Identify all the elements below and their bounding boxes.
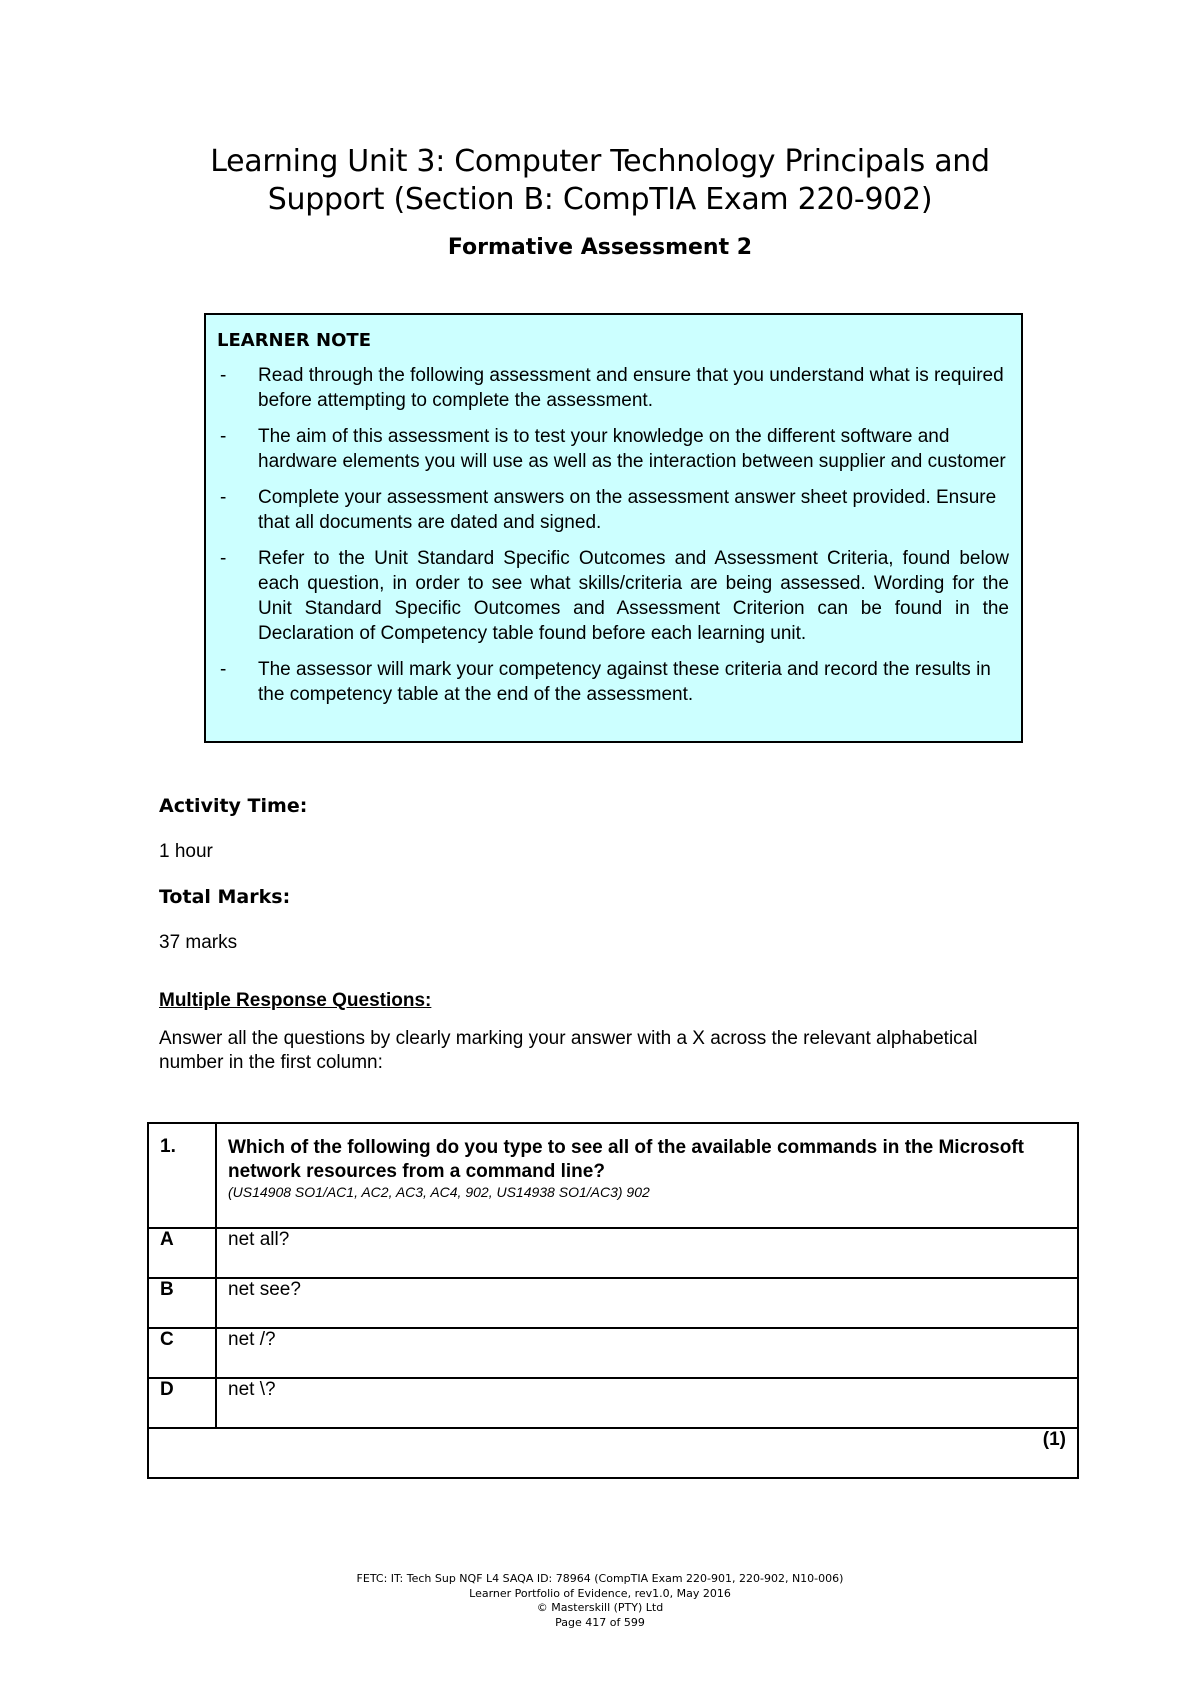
option-row-d[interactable]: [148, 1378, 1078, 1428]
learner-note-text: Refer to the Unit Standard Specific Outcomes and Assessment Criteria, found below each question, in order to see what skills/criteria are being assessed. Wording for the Unit Standard Specific Outcomes and Assessment Criterion can be found in the Declaration of Competency table found before each learning unit.: [258, 548, 1009, 644]
title-line-2: Support (Section B: CompTIA Exam 220-902): [267, 182, 933, 217]
learner-note-heading: LEARNER NOTE: [217, 330, 371, 351]
option-text: net all?: [216, 1228, 1078, 1278]
learner-note-text: Read through the following assessment and ensure that you understand what is required before attempting to complete the assessment.: [258, 365, 1004, 411]
bullet-dash: -: [220, 659, 227, 680]
option-row-b[interactable]: [148, 1278, 1078, 1328]
section-heading: Multiple Response Questions:: [159, 990, 432, 1011]
section-instructions: Answer all the questions by clearly marking your answer with a X across the relevant alphabetical number in the first column:: [159, 1028, 978, 1073]
question-cell: [216, 1123, 1078, 1228]
activity-time-label: Activity Time:: [159, 795, 308, 817]
question-number: 1.: [148, 1123, 216, 1228]
question-marks: (1): [148, 1428, 1078, 1478]
bullet-dash: -: [220, 487, 227, 508]
learner-note-list: [217, 363, 1009, 707]
option-text: net /?: [216, 1328, 1078, 1378]
option-row-a[interactable]: [148, 1228, 1078, 1278]
total-marks-label: Total Marks:: [159, 886, 291, 908]
learner-note-item: [217, 424, 1009, 474]
learner-note-text: The aim of this assessment is to test your knowledge on the different software and hardware elements you will use as well as the interaction between supplier and customer: [258, 426, 1006, 472]
footer-line-3: © Masterskill (PTY) Ltd: [536, 1601, 664, 1614]
bullet-dash: -: [220, 365, 227, 386]
question-table: [147, 1122, 1079, 1479]
activity-time-value: 1 hour: [159, 841, 213, 862]
learner-note-item: [217, 485, 1009, 535]
page-footer: [0, 1572, 1200, 1630]
total-marks-value: 37 marks: [159, 932, 238, 953]
learner-note-item: [217, 546, 1009, 646]
option-text: net see?: [216, 1278, 1078, 1328]
question-reference: (US14908 SO1/AC1, AC2, AC3, AC4, 902, US14938 SO1/AC3) 902: [228, 1184, 650, 1200]
document-title: [0, 143, 1200, 219]
question-text: Which of the following do you type to see all of the available commands in the Microsoft network resources from a command line?: [228, 1137, 1024, 1182]
document-subtitle: Formative Assessment 2: [447, 235, 753, 260]
option-row-c[interactable]: [148, 1328, 1078, 1378]
bullet-dash: -: [220, 426, 227, 447]
learner-note-item: [217, 363, 1009, 413]
learner-note-text: The assessor will mark your competency against these criteria and record the results in the competency table at the end of the assessment.: [258, 659, 991, 705]
option-text: net \?: [216, 1378, 1078, 1428]
option-letter[interactable]: A: [148, 1228, 216, 1278]
option-letter[interactable]: D: [148, 1378, 216, 1428]
marks-row: [148, 1428, 1078, 1478]
option-letter[interactable]: C: [148, 1328, 216, 1378]
learner-note-text: Complete your assessment answers on the assessment answer sheet provided. Ensure that all documents are dated and signed.: [258, 487, 997, 533]
page-number: Page 417 of 599: [555, 1615, 645, 1629]
learner-note-item: [217, 657, 1009, 707]
bullet-dash: -: [220, 548, 227, 569]
learner-note-box: [204, 313, 1023, 743]
footer-line-1: FETC: IT: Tech Sup NQF L4 SAQA ID: 78964 (CompTIA Exam 220-901, 220-902, N10-006): [356, 1572, 844, 1585]
footer-line-2: Learner Portfolio of Evidence, rev1.0, May 2016: [469, 1586, 731, 1600]
option-letter[interactable]: B: [148, 1278, 216, 1328]
title-line-1: Learning Unit 3: Computer Technology Principals and: [210, 144, 990, 179]
question-header-row: [148, 1123, 1078, 1228]
